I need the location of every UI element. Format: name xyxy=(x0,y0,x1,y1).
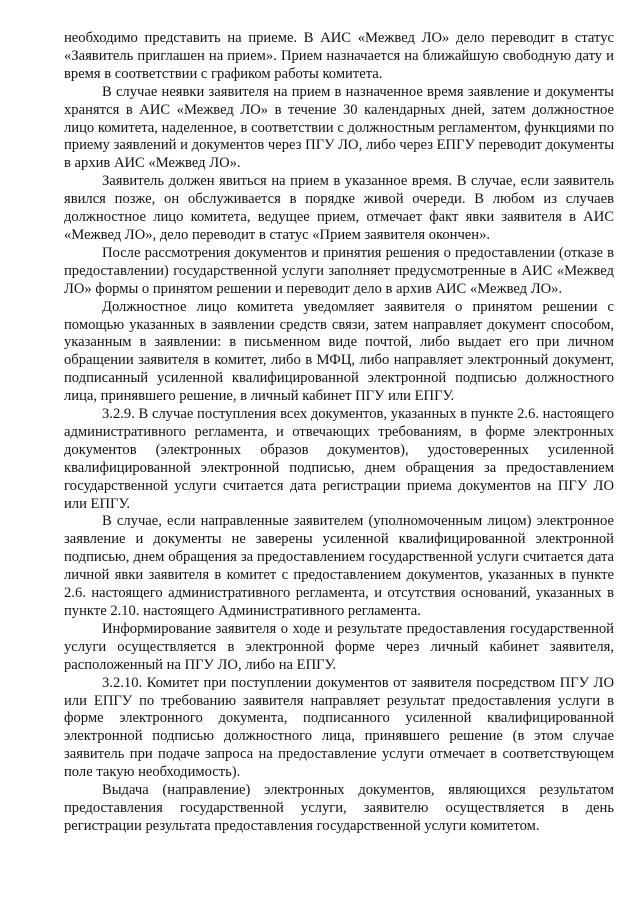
paragraph-section-3-2-10: 3.2.10. Комитет при поступлении документов от заявителя посредством ПГУ ЛО или ЕПГУ по требованию заявителя направляет результат предоставления услуги в форме электронного документа, подписанного усиленной квалифицированной электронной подписью должностного лица, принявшего решение (в этом случае заявитель при подаче запроса на предоставление услуги отмечает в соответствующем поле такую необходимость). xyxy=(64,674,614,781)
paragraph: В случае неявки заявителя на прием в назначенное время заявление и документы хранятся в АИС «Межвед ЛО» в течение 30 календарных дней, затем должностное лицо комитета, наделенное, в соответствии с должностным регламентом, функциями по приему заявлений и документов через ПГУ ЛО, либо через ЕПГУ переводит документы в архив АИС «Межвед ЛО». xyxy=(64,83,614,172)
paragraph-section-3-2-9: 3.2.9. В случае поступления всех документов, указанных в пункте 2.6. настоящего административного регламента, и отвечающих требованиям, в форме электронных документов (электронных образов документов), удостоверенных усиленной квалифицированной электронной подписью, днем обращения за предоставлением государственной услуги считается дата регистрации приема документов на ПГУ ЛО или ЕПГУ. xyxy=(64,406,614,512)
paragraph: Выдача (направление) электронных документов, являющихся результатом предоставления государственной услуги, заявителю осуществляется в день регистрации результата предоставления государственной услуги комитетом. xyxy=(64,782,614,834)
paragraph: После рассмотрения документов и принятия решения о предоставлении (отказе в предоставлении) государственной услуги заполняет предусмотренные в АИС «Межвед ЛО» формы о принятом решении и переводит дело в архив АИС «Межвед ЛО». xyxy=(64,244,614,297)
paragraph: Должностное лицо комитета уведомляет заявителя о принятом решении с помощью указанных в заявлении средств связи, затем направляет документ способом, указанным в заявлении: в письменном виде почтой, либо выдает его при личном обращении заявителя в комитет, либо в МФЦ, либо направляет электронный документ, подписанный усиленной квалифицированной электронной подписью должностного лица, принявшего решение, в личный кабинет ПГУ или ЕПГУ. xyxy=(64,298,614,405)
paragraph: Информирование заявителя о ходе и результате предоставления государственной услуги осуществляется в электронной форме через личный кабинет заявителя, расположенный на ПГУ ЛО, либо на ЕПГУ. xyxy=(64,620,614,673)
paragraph: Заявитель должен явиться на прием в указанное время. В случае, если заявитель явился позже, он обслуживается в порядке живой очереди. В любом из случаев должностное лицо комитета, ведущее прием, отмечает факт явки заявителя в АИС «Межвед ЛО», дело переводит в статус «Прием заявителя окончен». xyxy=(64,173,614,243)
paragraph: необходимо представить на приеме. В АИС «Межвед ЛО» дело переводит в статус «Заявитель приглашен на прием». Прием назначается на ближайшую свободную дату и время в соответствии с графиком работы комитета. xyxy=(64,30,614,82)
paragraph: В случае, если направленные заявителем (уполномоченным лицом) электронное заявление и документы не заверены усиленной квалифицированной электронной подписью, днем обращения за предоставлением государственной услуги считается дата личной явки заявителя в комитет с предоставлением документов, указанных в пункте 2.6. настоящего административного регламента, и отсутствия оснований, указанных в пункте 2.10. настоящего Административного регламента. xyxy=(64,513,614,619)
